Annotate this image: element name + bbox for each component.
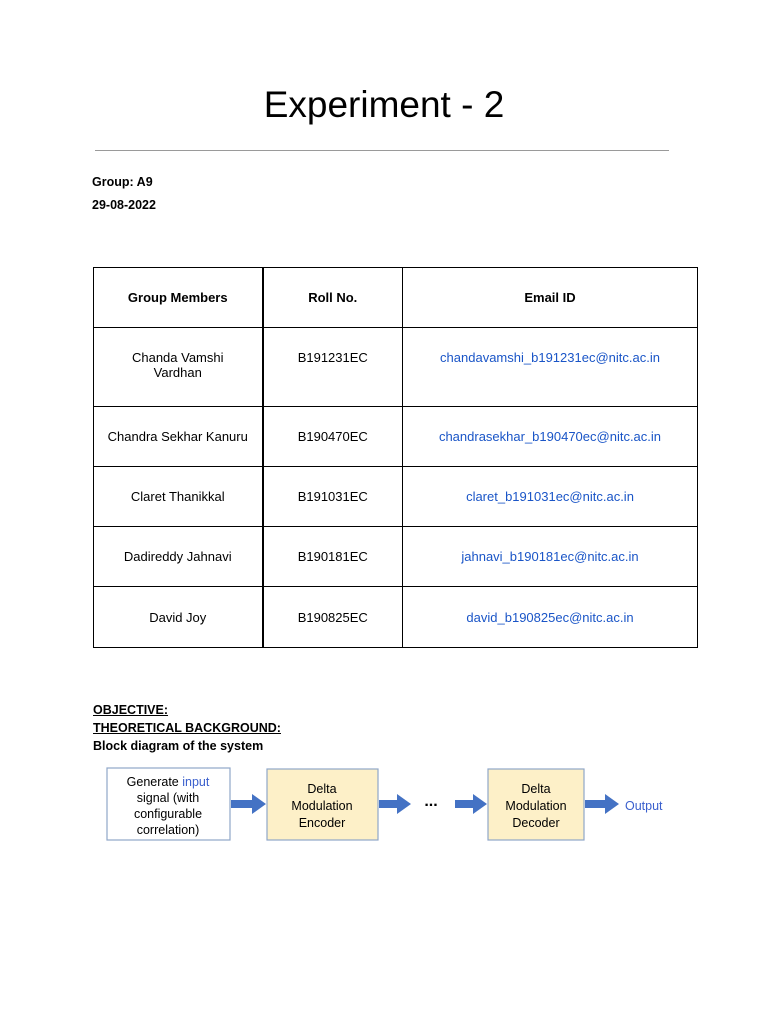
input-box-line4: correlation) — [136, 823, 200, 837]
table-row — [94, 527, 698, 587]
member-roll: B190181EC — [263, 527, 403, 587]
header-email-id: Email ID — [403, 268, 698, 328]
member-email-link[interactable]: david_b190825ec@nitc.ac.in — [403, 587, 698, 648]
block-diagram-caption: Block diagram of the system — [93, 739, 264, 753]
encoder-line3: Encoder — [298, 816, 346, 830]
input-box-line3: configurable — [133, 807, 203, 821]
member-name — [94, 328, 263, 407]
arrow-right-icon — [379, 794, 411, 814]
title-divider — [95, 150, 669, 151]
arrow-right-icon — [231, 794, 266, 814]
encoder-line1: Delta — [307, 782, 337, 796]
theoretical-background-heading: THEORETICAL BACKGROUND: — [93, 721, 281, 735]
member-roll: B191231EC — [263, 328, 403, 407]
member-roll: B190470EC — [263, 407, 403, 467]
input-box-line2: signal (with — [136, 791, 200, 805]
output-label: Output — [625, 799, 663, 813]
members-table — [93, 267, 698, 648]
block-diagram — [0, 760, 768, 850]
ellipsis: ... — [424, 793, 438, 810]
arrow-right-icon — [585, 794, 619, 814]
member-name-line: Vardhan — [153, 365, 202, 380]
decoder-line2: Modulation — [505, 799, 567, 813]
encoder-line2: Modulation — [291, 799, 353, 813]
member-roll: B190825EC — [263, 587, 403, 648]
table-row — [94, 328, 698, 407]
page-title: Experiment - 2 — [263, 84, 505, 125]
member-email-link[interactable]: chandavamshi_b191231ec@nitc.ac.in — [403, 328, 698, 407]
header-group-members: Group Members — [94, 268, 263, 328]
group-label: Group: A9 — [92, 175, 153, 189]
table-header-row — [94, 268, 698, 328]
input-box-line1: Generate input — [126, 775, 210, 789]
table-row — [94, 407, 698, 467]
date-label: 29-08-2022 — [92, 198, 156, 212]
member-email-link[interactable]: claret_b191031ec@nitc.ac.in — [403, 467, 698, 527]
member-email-link[interactable]: jahnavi_b190181ec@nitc.ac.in — [403, 527, 698, 587]
table-row — [94, 587, 698, 648]
decoder-line1: Delta — [521, 782, 551, 796]
header-roll-no: Roll No. — [263, 268, 403, 328]
table-row — [94, 467, 698, 527]
member-email-link[interactable]: chandrasekhar_b190470ec@nitc.ac.in — [403, 407, 698, 467]
arrow-right-icon — [455, 794, 487, 814]
member-name: Claret Thanikkal — [94, 467, 263, 527]
decoder-line3: Decoder — [512, 816, 560, 830]
member-roll: B191031EC — [263, 467, 403, 527]
objective-heading: OBJECTIVE: — [93, 703, 169, 717]
member-name: Dadireddy Jahnavi — [94, 527, 263, 587]
member-name-line: Chanda Vamshi — [131, 350, 224, 365]
member-name: Chandra Sekhar Kanuru — [94, 407, 263, 467]
member-name: David Joy — [94, 587, 263, 648]
